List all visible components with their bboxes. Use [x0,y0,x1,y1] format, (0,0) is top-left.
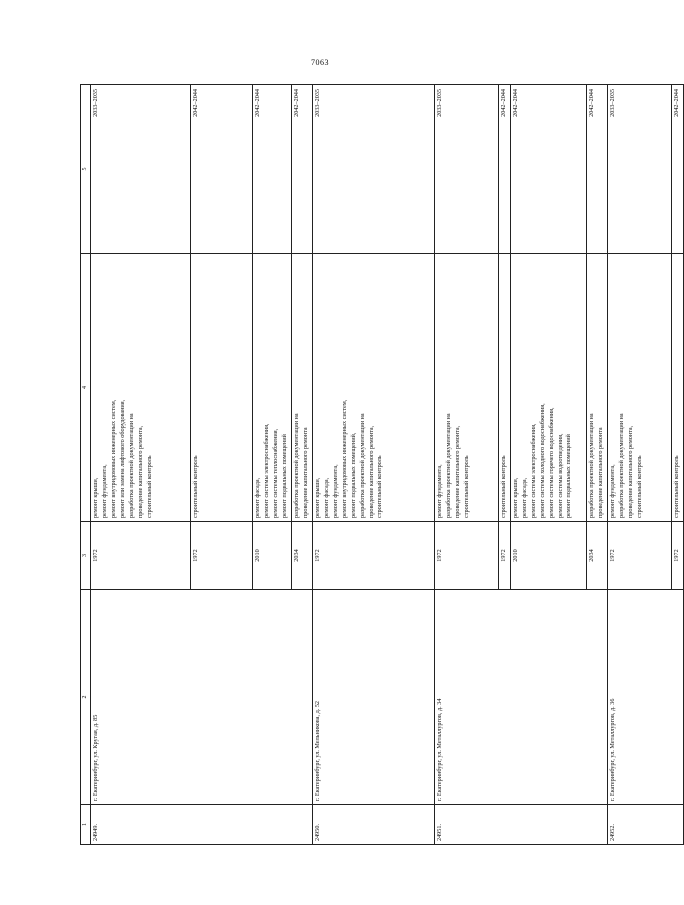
work-item: строительный контроль [376,455,384,518]
period-cell: 2042–2044 [671,85,683,254]
table-row [607,85,671,845]
object-address: г. Екатеринбург, ул. Кругая, д. 85 [90,590,312,805]
works-cell [90,254,190,522]
work-item: ремонт фасада, [520,477,528,518]
object-address: г. Екатеринбург, ул. Металлургов, д. 34 [434,590,607,805]
table-row [434,85,498,845]
year-cell: 1972 [90,522,190,590]
work-item: ремонт системы теплоснабжения, [271,428,279,518]
year-cell: 1972 [671,522,683,590]
work-item: ремонт фундамента, [331,464,339,518]
table-body [90,85,683,845]
works-cell [607,254,671,522]
work-item: строительный контроль [462,455,470,518]
work-item: ремонт фундамента, [435,464,443,518]
work-item: разработка проектной документации на [587,413,595,518]
object-number: 24951. [434,805,607,845]
work-item: разработка проектной документации на [127,413,135,518]
work-item: ремонт крыши, [313,477,321,518]
works-cell [252,254,291,522]
work-item: разработка проектной документации на [292,413,300,518]
works-cell [312,254,434,522]
column-number-row [81,85,91,845]
year-cell: 1972 [190,522,252,590]
works-cell [434,254,498,522]
year-cell: 1972 [607,522,671,590]
column-header: 3 [81,522,91,590]
repair-schedule-table [80,84,684,845]
work-item: проведение капитального ремонта [596,427,604,518]
period-cell: 2042–2044 [190,85,252,254]
column-header: 1 [81,805,91,845]
year-cell: 1972 [498,522,510,590]
work-item: ремонт крыши, [511,477,519,518]
year-cell: 2010 [510,522,586,590]
period-cell: 2042–2044 [291,85,312,254]
work-item: строительный контроль [499,455,507,518]
work-item: разработка проектной документации на [617,413,625,518]
works-cell [510,254,586,522]
work-item: ремонт фундамента, [608,464,616,518]
works-cell [498,254,510,522]
object-number: 24950. [312,805,434,845]
page-number: 7063 [311,58,329,67]
work-item: ремонт подвальных помещений [280,434,288,518]
work-item: строительный контроль [635,455,643,518]
work-item: ремонт подвальных помещений [565,434,573,518]
work-item: ремонт фасада, [253,477,261,518]
period-cell: 2042–2044 [586,85,607,254]
work-item: разработка проектной документации на [444,413,452,518]
object-address: г. Екатеринбург, ул. Мельникова, д. 52 [312,590,434,805]
work-item: ремонт системы горячего водоснабжения, [547,407,555,518]
object-address: г. Екатеринбург, ул. Металлургов, д. 36 [607,590,683,805]
period-cell: 2033–2035 [607,85,671,254]
year-cell: 2010 [252,522,291,590]
work-item: строительный контроль [191,455,199,518]
period-cell: 2033–2035 [312,85,434,254]
period-cell: 2033–2035 [434,85,498,254]
work-item: разработка проектной документации на [358,413,366,518]
column-header: 2 [81,590,91,805]
year-cell: 2034 [586,522,607,590]
works-cell [291,254,312,522]
column-header: 5 [81,85,91,254]
table-row [90,85,190,845]
work-item: ремонт фасада, [322,477,330,518]
work-item: проведение капитального ремонта, [136,425,144,518]
period-cell: 2042–2044 [510,85,586,254]
work-item: ремонт подвальных помещений, [349,432,357,518]
work-item: ремонт фундамента, [100,464,108,518]
work-item: проведение капитального ремонта, [367,425,375,518]
period-cell: 2042–2044 [252,85,291,254]
work-item: ремонт или замена лифтового оборудования, [118,399,126,518]
work-item: ремонт системы водоотведения, [556,433,564,518]
rotated-sheet [80,85,680,845]
period-cell: 2033–2035 [90,85,190,254]
work-item: ремонт крыши, [91,477,99,518]
table-row [312,85,434,845]
year-cell: 2034 [291,522,312,590]
work-item: ремонт внутридомовых инженерных систем, [340,399,348,518]
year-cell: 1972 [312,522,434,590]
year-cell: 1972 [434,522,498,590]
work-item: проведение капитального ремонта, [453,425,461,518]
work-item: проведение капитального ремонта, [626,425,634,518]
work-item: проведение капитального ремонта [301,427,309,518]
work-item: ремонт системы электроснабжения, [262,423,270,518]
work-item: строительный контроль [672,455,680,518]
works-cell [586,254,607,522]
work-item: строительный контроль [145,455,153,518]
work-item: ремонт внутридомовых инженерных систем, [109,399,117,518]
object-number: 24952. [607,805,683,845]
object-number: 24949. [90,805,312,845]
column-header: 4 [81,254,91,522]
works-cell [190,254,252,522]
work-item: ремонт системы холодного водоснабжения, [538,403,546,518]
work-item: ремонт системы электроснабжения, [529,423,537,518]
period-cell: 2042–2044 [498,85,510,254]
works-cell [671,254,683,522]
